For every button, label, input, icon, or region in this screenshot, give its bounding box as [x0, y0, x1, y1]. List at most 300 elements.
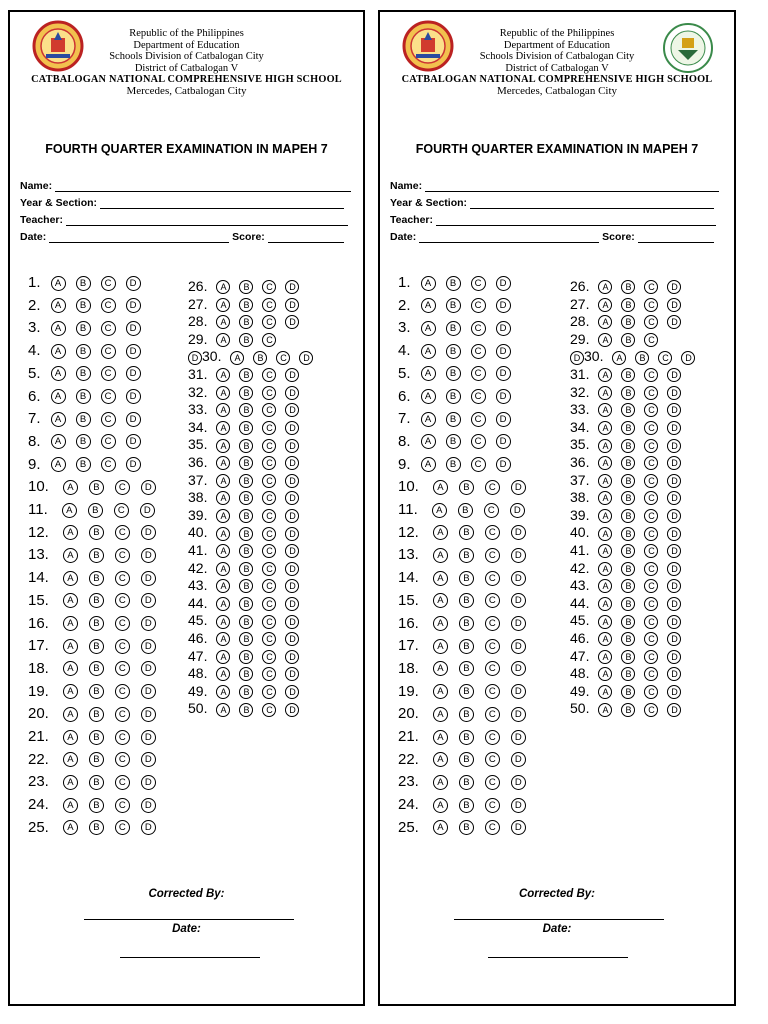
answer-bubble[interactable]: C [262, 650, 276, 664]
answer-bubble[interactable]: B [239, 386, 253, 400]
answer-bubble[interactable]: C [471, 457, 486, 472]
answer-bubble[interactable]: B [89, 775, 104, 790]
answer-bubble[interactable]: C [644, 298, 658, 312]
answer-bubble[interactable]: C [101, 344, 116, 359]
answer-bubble[interactable]: A [63, 752, 78, 767]
answer-bubble[interactable]: B [621, 615, 635, 629]
answer-bubble[interactable]: A [51, 321, 66, 336]
answer-bubble[interactable]: C [644, 456, 658, 470]
answer-bubble[interactable]: A [63, 820, 78, 835]
answer-bubble[interactable]: A [63, 525, 78, 540]
answer-bubble[interactable]: D [126, 434, 141, 449]
answer-bubble[interactable]: A [433, 730, 448, 745]
answer-bubble[interactable]: C [262, 474, 276, 488]
answer-bubble[interactable]: C [115, 480, 130, 495]
answer-bubble[interactable]: B [89, 798, 104, 813]
answer-bubble[interactable]: C [644, 544, 658, 558]
answer-bubble[interactable]: B [89, 752, 104, 767]
answer-bubble[interactable]: D [496, 321, 511, 336]
answer-bubble[interactable]: A [598, 298, 612, 312]
answer-bubble[interactable]: C [262, 439, 276, 453]
answer-bubble[interactable]: A [433, 661, 448, 676]
answer-bubble[interactable]: D [285, 615, 299, 629]
answer-bubble[interactable]: D [511, 571, 526, 586]
answer-bubble[interactable]: D [126, 276, 141, 291]
answer-bubble[interactable]: D [511, 730, 526, 745]
answer-bubble[interactable]: B [76, 389, 91, 404]
answer-bubble[interactable]: A [421, 276, 436, 291]
answer-bubble[interactable]: B [621, 579, 635, 593]
answer-bubble[interactable]: C [644, 667, 658, 681]
answer-bubble[interactable]: B [239, 509, 253, 523]
answer-bubble[interactable]: A [598, 421, 612, 435]
answer-bubble[interactable]: A [598, 562, 612, 576]
answer-bubble[interactable]: B [459, 752, 474, 767]
answer-bubble[interactable]: D [141, 684, 156, 699]
answer-bubble[interactable]: A [433, 571, 448, 586]
answer-bubble[interactable]: B [621, 315, 635, 329]
answer-bubble[interactable]: D [511, 661, 526, 676]
answer-bubble[interactable]: B [239, 579, 253, 593]
answer-bubble[interactable]: A [433, 684, 448, 699]
answer-bubble[interactable]: A [421, 321, 436, 336]
answer-bubble[interactable]: C [262, 280, 276, 294]
answer-bubble[interactable]: B [76, 321, 91, 336]
answer-bubble[interactable]: C [471, 321, 486, 336]
answer-bubble[interactable]: D [141, 730, 156, 745]
answer-bubble[interactable]: D [285, 421, 299, 435]
answer-bubble[interactable]: A [216, 456, 230, 470]
answer-bubble[interactable]: D [126, 321, 141, 336]
answer-bubble[interactable]: B [446, 457, 461, 472]
answer-bubble[interactable]: D [126, 366, 141, 381]
answer-bubble[interactable]: D [511, 820, 526, 835]
answer-bubble[interactable]: C [101, 434, 116, 449]
answer-bubble[interactable]: D [285, 368, 299, 382]
answer-bubble[interactable]: D [285, 509, 299, 523]
answer-bubble[interactable]: A [598, 386, 612, 400]
answer-bubble[interactable]: A [421, 389, 436, 404]
answer-bubble[interactable]: D [285, 685, 299, 699]
answer-bubble[interactable]: D [667, 579, 681, 593]
answer-bubble[interactable]: A [63, 616, 78, 631]
answer-bubble[interactable]: B [446, 389, 461, 404]
answer-bubble[interactable]: B [89, 593, 104, 608]
answer-bubble[interactable]: D [667, 544, 681, 558]
answer-bubble[interactable]: A [421, 457, 436, 472]
answer-bubble[interactable]: D [285, 562, 299, 576]
answer-bubble[interactable]: A [51, 457, 66, 472]
answer-bubble[interactable]: C [115, 548, 130, 563]
answer-bubble[interactable]: B [89, 639, 104, 654]
answer-bubble[interactable]: B [621, 685, 635, 699]
answer-bubble[interactable]: A [598, 280, 612, 294]
answer-bubble[interactable]: A [216, 298, 230, 312]
answer-bubble[interactable]: B [635, 351, 649, 365]
answer-bubble[interactable]: D [667, 315, 681, 329]
answer-bubble[interactable]: A [598, 527, 612, 541]
answer-bubble[interactable]: B [239, 368, 253, 382]
answer-bubble[interactable]: D [285, 597, 299, 611]
answer-bubble[interactable]: D [141, 571, 156, 586]
answer-bubble[interactable]: D [141, 525, 156, 540]
answer-bubble[interactable]: C [644, 632, 658, 646]
answer-bubble[interactable]: C [101, 389, 116, 404]
answer-bubble[interactable]: C [115, 820, 130, 835]
answer-bubble[interactable]: B [76, 434, 91, 449]
answer-bubble[interactable]: D [667, 474, 681, 488]
answer-bubble[interactable]: B [621, 544, 635, 558]
answer-bubble[interactable]: D [285, 527, 299, 541]
answer-bubble[interactable]: B [459, 820, 474, 835]
answer-bubble[interactable]: A [51, 389, 66, 404]
answer-bubble[interactable]: B [88, 503, 103, 518]
answer-bubble[interactable]: D [285, 439, 299, 453]
answer-bubble[interactable]: C [471, 276, 486, 291]
answer-bubble[interactable]: B [239, 456, 253, 470]
answer-bubble[interactable]: B [239, 298, 253, 312]
answer-bubble[interactable]: C [644, 491, 658, 505]
answer-bubble[interactable]: C [101, 276, 116, 291]
answer-bubble[interactable]: B [459, 707, 474, 722]
answer-bubble[interactable]: D [496, 298, 511, 313]
answer-bubble[interactable]: C [644, 509, 658, 523]
answer-bubble[interactable]: C [262, 456, 276, 470]
answer-bubble[interactable]: D [285, 579, 299, 593]
answer-bubble[interactable]: C [262, 632, 276, 646]
answer-bubble[interactable]: D [141, 661, 156, 676]
answer-bubble[interactable]: A [51, 344, 66, 359]
answer-bubble[interactable]: A [598, 667, 612, 681]
answer-bubble[interactable]: C [644, 333, 658, 347]
answer-bubble[interactable]: D [511, 798, 526, 813]
answer-bubble[interactable]: D [667, 703, 681, 717]
answer-bubble[interactable]: D [126, 298, 141, 313]
answer-bubble[interactable]: C [262, 509, 276, 523]
answer-bubble[interactable]: D [510, 503, 525, 518]
answer-bubble[interactable]: D [141, 775, 156, 790]
answer-bubble[interactable]: C [644, 685, 658, 699]
answer-bubble[interactable]: C [101, 298, 116, 313]
answer-bubble[interactable]: A [216, 491, 230, 505]
answer-bubble[interactable]: D [496, 276, 511, 291]
answer-bubble[interactable]: B [459, 525, 474, 540]
answer-bubble[interactable]: C [262, 368, 276, 382]
answer-bubble[interactable]: A [598, 650, 612, 664]
answer-bubble[interactable]: A [63, 571, 78, 586]
answer-bubble[interactable]: D [667, 368, 681, 382]
answer-bubble[interactable]: A [216, 315, 230, 329]
answer-bubble[interactable]: D [141, 820, 156, 835]
answer-bubble[interactable]: A [216, 509, 230, 523]
answer-bubble[interactable]: B [89, 661, 104, 676]
answer-bubble[interactable]: B [446, 321, 461, 336]
answer-bubble[interactable]: B [621, 421, 635, 435]
answer-bubble[interactable]: B [621, 597, 635, 611]
answer-bubble[interactable]: C [471, 434, 486, 449]
answer-bubble[interactable]: C [644, 474, 658, 488]
answer-bubble[interactable]: D [285, 280, 299, 294]
answer-bubble[interactable]: B [76, 412, 91, 427]
answer-bubble[interactable]: D [496, 457, 511, 472]
answer-bubble[interactable]: B [76, 457, 91, 472]
answer-bubble[interactable]: B [621, 632, 635, 646]
answer-bubble[interactable]: A [51, 412, 66, 427]
answer-bubble[interactable]: D [141, 752, 156, 767]
answer-bubble[interactable]: A [216, 562, 230, 576]
answer-bubble[interactable]: C [485, 639, 500, 654]
answer-bubble[interactable]: C [262, 298, 276, 312]
answer-bubble[interactable]: C [471, 366, 486, 381]
answer-bubble[interactable]: A [598, 597, 612, 611]
answer-bubble[interactable]: C [644, 579, 658, 593]
answer-bubble[interactable]: C [471, 412, 486, 427]
answer-bubble[interactable]: B [239, 544, 253, 558]
answer-bubble[interactable]: C [644, 421, 658, 435]
answer-bubble[interactable]: D [511, 684, 526, 699]
answer-bubble[interactable]: B [239, 632, 253, 646]
answer-bubble[interactable]: B [239, 403, 253, 417]
answer-bubble[interactable]: D [285, 544, 299, 558]
answer-bubble[interactable]: A [62, 503, 77, 518]
answer-bubble[interactable]: B [89, 571, 104, 586]
answer-bubble[interactable]: B [239, 333, 253, 347]
answer-bubble[interactable]: B [89, 707, 104, 722]
answer-bubble[interactable]: A [598, 456, 612, 470]
answer-bubble[interactable]: C [644, 386, 658, 400]
answer-bubble[interactable]: B [253, 351, 267, 365]
answer-bubble[interactable]: C [644, 280, 658, 294]
answer-bubble[interactable]: A [216, 368, 230, 382]
answer-bubble[interactable]: B [239, 280, 253, 294]
answer-bubble[interactable]: A [421, 344, 436, 359]
answer-bubble[interactable]: A [433, 525, 448, 540]
answer-bubble[interactable]: D [667, 421, 681, 435]
answer-bubble[interactable]: B [459, 684, 474, 699]
corrected-by-signature-line[interactable] [84, 918, 294, 920]
answer-bubble[interactable]: B [89, 616, 104, 631]
answer-bubble[interactable]: A [598, 685, 612, 699]
answer-bubble[interactable]: C [262, 527, 276, 541]
answer-bubble[interactable]: A [598, 315, 612, 329]
answer-bubble[interactable]: D [511, 616, 526, 631]
answer-bubble[interactable]: B [446, 412, 461, 427]
answer-bubble[interactable]: D [511, 525, 526, 540]
answer-bubble[interactable]: B [446, 434, 461, 449]
answer-bubble[interactable]: A [216, 421, 230, 435]
answer-bubble[interactable]: D [667, 562, 681, 576]
answer-bubble[interactable]: B [621, 650, 635, 664]
answer-bubble[interactable]: A [216, 333, 230, 347]
answer-bubble[interactable]: D [511, 480, 526, 495]
answer-bubble[interactable]: A [598, 703, 612, 717]
answer-bubble[interactable]: C [262, 421, 276, 435]
answer-bubble[interactable]: A [598, 579, 612, 593]
answer-bubble[interactable]: A [421, 412, 436, 427]
answer-bubble[interactable]: D [285, 667, 299, 681]
answer-bubble[interactable]: C [644, 403, 658, 417]
answer-bubble[interactable]: B [621, 439, 635, 453]
answer-bubble[interactable]: A [216, 474, 230, 488]
answer-bubble[interactable]: B [459, 593, 474, 608]
answer-bubble[interactable]: B [239, 562, 253, 576]
answer-bubble[interactable]: A [63, 661, 78, 676]
corrected-by-signature-line[interactable] [454, 918, 664, 920]
answer-bubble[interactable]: B [239, 315, 253, 329]
answer-bubble[interactable]: D [570, 351, 584, 365]
answer-bubble[interactable]: A [433, 707, 448, 722]
answer-bubble[interactable]: C [644, 615, 658, 629]
answer-bubble[interactable]: D [285, 456, 299, 470]
answer-bubble[interactable]: B [89, 820, 104, 835]
answer-bubble[interactable]: B [621, 474, 635, 488]
answer-bubble[interactable]: B [239, 421, 253, 435]
answer-bubble[interactable]: D [511, 639, 526, 654]
answer-bubble[interactable]: D [667, 403, 681, 417]
answer-bubble[interactable]: D [141, 548, 156, 563]
answer-bubble[interactable]: C [485, 798, 500, 813]
answer-bubble[interactable]: B [239, 439, 253, 453]
answer-bubble[interactable]: C [485, 593, 500, 608]
answer-bubble[interactable]: C [644, 562, 658, 576]
answer-bubble[interactable]: A [216, 615, 230, 629]
answer-bubble[interactable]: C [485, 820, 500, 835]
answer-bubble[interactable]: D [126, 457, 141, 472]
answer-bubble[interactable]: C [644, 315, 658, 329]
answer-bubble[interactable]: A [433, 616, 448, 631]
answer-bubble[interactable]: C [485, 548, 500, 563]
answer-bubble[interactable]: C [485, 525, 500, 540]
answer-bubble[interactable]: D [681, 351, 695, 365]
answer-bubble[interactable]: B [459, 730, 474, 745]
answer-bubble[interactable]: A [598, 632, 612, 646]
answer-bubble[interactable]: D [667, 439, 681, 453]
answer-bubble[interactable]: A [598, 491, 612, 505]
footer-date-line[interactable] [488, 956, 628, 958]
answer-bubble[interactable]: D [667, 456, 681, 470]
answer-bubble[interactable]: B [76, 366, 91, 381]
answer-bubble[interactable]: C [115, 752, 130, 767]
answer-bubble[interactable]: B [76, 344, 91, 359]
answer-bubble[interactable]: B [459, 798, 474, 813]
answer-bubble[interactable]: D [496, 412, 511, 427]
answer-bubble[interactable]: C [485, 571, 500, 586]
answer-bubble[interactable]: A [433, 752, 448, 767]
answer-bubble[interactable]: A [63, 684, 78, 699]
answer-bubble[interactable]: A [433, 593, 448, 608]
answer-bubble[interactable]: A [421, 366, 436, 381]
answer-bubble[interactable]: A [216, 685, 230, 699]
answer-bubble[interactable]: A [433, 639, 448, 654]
answer-bubble[interactable]: C [485, 480, 500, 495]
answer-bubble[interactable]: C [262, 491, 276, 505]
answer-bubble[interactable]: A [216, 439, 230, 453]
answer-bubble[interactable]: D [140, 503, 155, 518]
answer-bubble[interactable]: C [644, 527, 658, 541]
answer-bubble[interactable]: C [471, 298, 486, 313]
answer-bubble[interactable]: C [115, 639, 130, 654]
answer-bubble[interactable]: D [667, 280, 681, 294]
answer-bubble[interactable]: C [485, 707, 500, 722]
answer-bubble[interactable]: D [126, 412, 141, 427]
answer-bubble[interactable]: D [511, 593, 526, 608]
answer-bubble[interactable]: C [471, 389, 486, 404]
answer-bubble[interactable]: A [63, 798, 78, 813]
answer-bubble[interactable]: C [484, 503, 499, 518]
answer-bubble[interactable]: C [262, 685, 276, 699]
answer-bubble[interactable]: C [262, 562, 276, 576]
answer-bubble[interactable]: C [262, 403, 276, 417]
answer-bubble[interactable]: B [89, 525, 104, 540]
answer-bubble[interactable]: B [239, 667, 253, 681]
answer-bubble[interactable]: B [621, 333, 635, 347]
answer-bubble[interactable]: D [667, 667, 681, 681]
answer-bubble[interactable]: D [667, 632, 681, 646]
answer-bubble[interactable]: C [115, 707, 130, 722]
answer-bubble[interactable]: B [239, 527, 253, 541]
answer-bubble[interactable]: D [511, 707, 526, 722]
answer-bubble[interactable]: C [115, 593, 130, 608]
answer-bubble[interactable]: C [262, 579, 276, 593]
answer-bubble[interactable]: D [667, 615, 681, 629]
answer-bubble[interactable]: C [115, 616, 130, 631]
answer-bubble[interactable]: C [115, 775, 130, 790]
answer-bubble[interactable]: C [485, 661, 500, 676]
answer-bubble[interactable]: D [285, 650, 299, 664]
answer-bubble[interactable]: A [230, 351, 244, 365]
answer-bubble[interactable]: C [644, 597, 658, 611]
answer-bubble[interactable]: B [446, 276, 461, 291]
answer-bubble[interactable]: A [598, 439, 612, 453]
answer-bubble[interactable]: D [511, 548, 526, 563]
answer-bubble[interactable]: C [115, 730, 130, 745]
answer-bubble[interactable]: A [433, 820, 448, 835]
answer-bubble[interactable]: A [216, 579, 230, 593]
answer-bubble[interactable]: B [446, 366, 461, 381]
answer-bubble[interactable]: C [262, 597, 276, 611]
answer-bubble[interactable]: D [285, 474, 299, 488]
answer-bubble[interactable]: C [262, 703, 276, 717]
answer-bubble[interactable]: A [598, 333, 612, 347]
answer-bubble[interactable]: D [667, 386, 681, 400]
answer-bubble[interactable]: A [598, 615, 612, 629]
answer-bubble[interactable]: C [644, 703, 658, 717]
answer-bubble[interactable]: B [239, 597, 253, 611]
answer-bubble[interactable]: B [446, 298, 461, 313]
answer-bubble[interactable]: D [511, 752, 526, 767]
answer-bubble[interactable]: B [459, 480, 474, 495]
answer-bubble[interactable]: C [101, 412, 116, 427]
answer-bubble[interactable]: D [496, 434, 511, 449]
answer-bubble[interactable]: C [101, 457, 116, 472]
answer-bubble[interactable]: A [598, 474, 612, 488]
answer-bubble[interactable]: B [621, 368, 635, 382]
answer-bubble[interactable]: C [262, 615, 276, 629]
answer-bubble[interactable]: B [446, 344, 461, 359]
answer-bubble[interactable]: B [239, 650, 253, 664]
answer-bubble[interactable]: D [667, 527, 681, 541]
answer-bubble[interactable]: A [63, 548, 78, 563]
answer-bubble[interactable]: C [485, 752, 500, 767]
answer-bubble[interactable]: A [598, 544, 612, 558]
answer-bubble[interactable]: D [141, 798, 156, 813]
answer-bubble[interactable]: C [262, 667, 276, 681]
answer-bubble[interactable]: A [433, 548, 448, 563]
answer-bubble[interactable]: B [239, 685, 253, 699]
answer-bubble[interactable]: C [485, 730, 500, 745]
answer-bubble[interactable]: D [126, 344, 141, 359]
answer-bubble[interactable]: A [598, 368, 612, 382]
